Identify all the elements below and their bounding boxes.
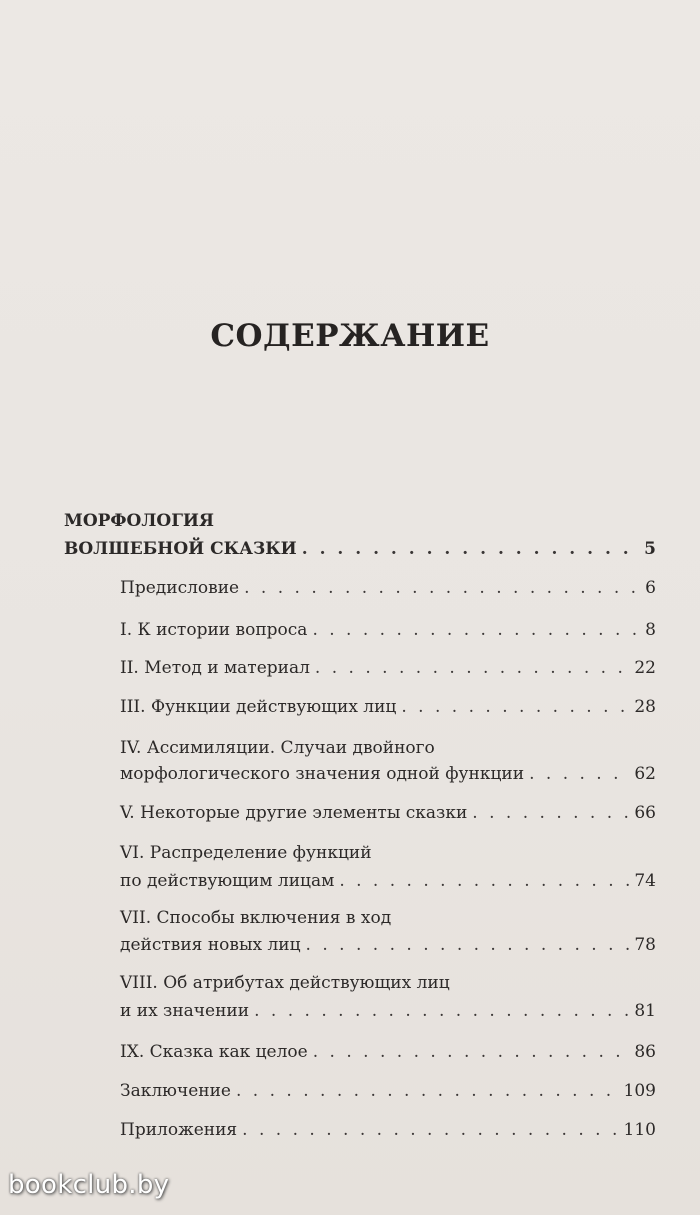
toc-entry — [120, 1119, 656, 1141]
toc-entry — [120, 1080, 656, 1102]
entry-title: III. Функции действующих лиц — [120, 697, 397, 717]
page-number: 5 — [644, 539, 656, 559]
page-number: 86 — [634, 1042, 656, 1062]
page-number: 78 — [634, 935, 656, 955]
entry-title: I. К истории вопроса — [120, 620, 308, 640]
page-number: 28 — [634, 697, 656, 717]
dot-leader — [306, 934, 630, 956]
dot-leader — [529, 763, 629, 785]
entry-title: VIII. Об атрибутах действующих лиц — [120, 973, 450, 993]
entry-title-continued: действия новых лиц — [120, 935, 301, 955]
toc-entry — [120, 1041, 656, 1063]
toc-entry — [120, 802, 656, 824]
page-number: 109 — [623, 1081, 656, 1101]
site-watermark: bookclub.by — [8, 1170, 170, 1200]
entry-title: Заключение — [120, 1081, 231, 1101]
toc-entry — [120, 934, 656, 956]
entry-title: V. Некоторые другие элементы сказки — [120, 803, 468, 823]
entry-title-continued: и их значении — [120, 1001, 250, 1021]
entry-title: IX. Сказка как целое — [120, 1042, 308, 1062]
part-title-text: МОРФОЛОГИЯ — [64, 511, 214, 531]
part-title-line1 — [64, 510, 214, 532]
toc-entry — [120, 1000, 656, 1022]
toc-entry — [120, 619, 656, 641]
dot-leader — [244, 577, 640, 599]
part-title-text: ВОЛШЕБНОЙ СКАЗКИ — [64, 539, 297, 559]
page-number: 81 — [634, 1001, 656, 1021]
entry-title: Приложения — [120, 1120, 238, 1140]
toc-entry-line1 — [120, 737, 435, 759]
entry-title: IV. Ассимиляции. Случаи двойного — [120, 738, 435, 758]
dot-leader — [312, 619, 640, 641]
entry-title: VII. Способы включения в ход — [120, 908, 392, 928]
page-number: 6 — [645, 578, 656, 598]
toc-entry-line1 — [120, 842, 372, 864]
entry-title-continued: по действующим лицам — [120, 871, 335, 891]
dot-leader — [313, 1041, 630, 1063]
toc-entry — [120, 657, 656, 679]
page-number: 74 — [634, 871, 656, 891]
toc-entry-line1 — [120, 972, 450, 994]
dot-leader — [242, 1119, 618, 1141]
dot-leader — [302, 538, 639, 560]
toc-entry — [120, 870, 656, 892]
toc-entry — [120, 696, 656, 718]
contents-heading: СОДЕРЖАНИЕ — [210, 318, 490, 354]
page-number: 110 — [623, 1120, 656, 1140]
entry-title: Предисловие — [120, 578, 240, 598]
dot-leader — [339, 870, 629, 892]
page-number: 22 — [634, 658, 656, 678]
part-title-line2 — [64, 538, 656, 560]
page-number: 62 — [634, 764, 656, 784]
toc-entry — [120, 577, 656, 599]
entry-title: II. Метод и материал — [120, 658, 310, 678]
dot-leader — [254, 1000, 629, 1022]
dot-leader — [472, 802, 629, 824]
toc-entry-line1 — [120, 907, 391, 929]
entry-title: VI. Распределение функций — [120, 843, 372, 863]
dot-leader — [401, 696, 629, 718]
dot-leader — [236, 1080, 619, 1102]
toc-entry — [120, 763, 656, 785]
page-number: 8 — [645, 620, 656, 640]
dot-leader — [315, 657, 629, 679]
page-number: 66 — [634, 803, 656, 823]
entry-title-continued: морфологического значения одной функции — [120, 764, 525, 784]
